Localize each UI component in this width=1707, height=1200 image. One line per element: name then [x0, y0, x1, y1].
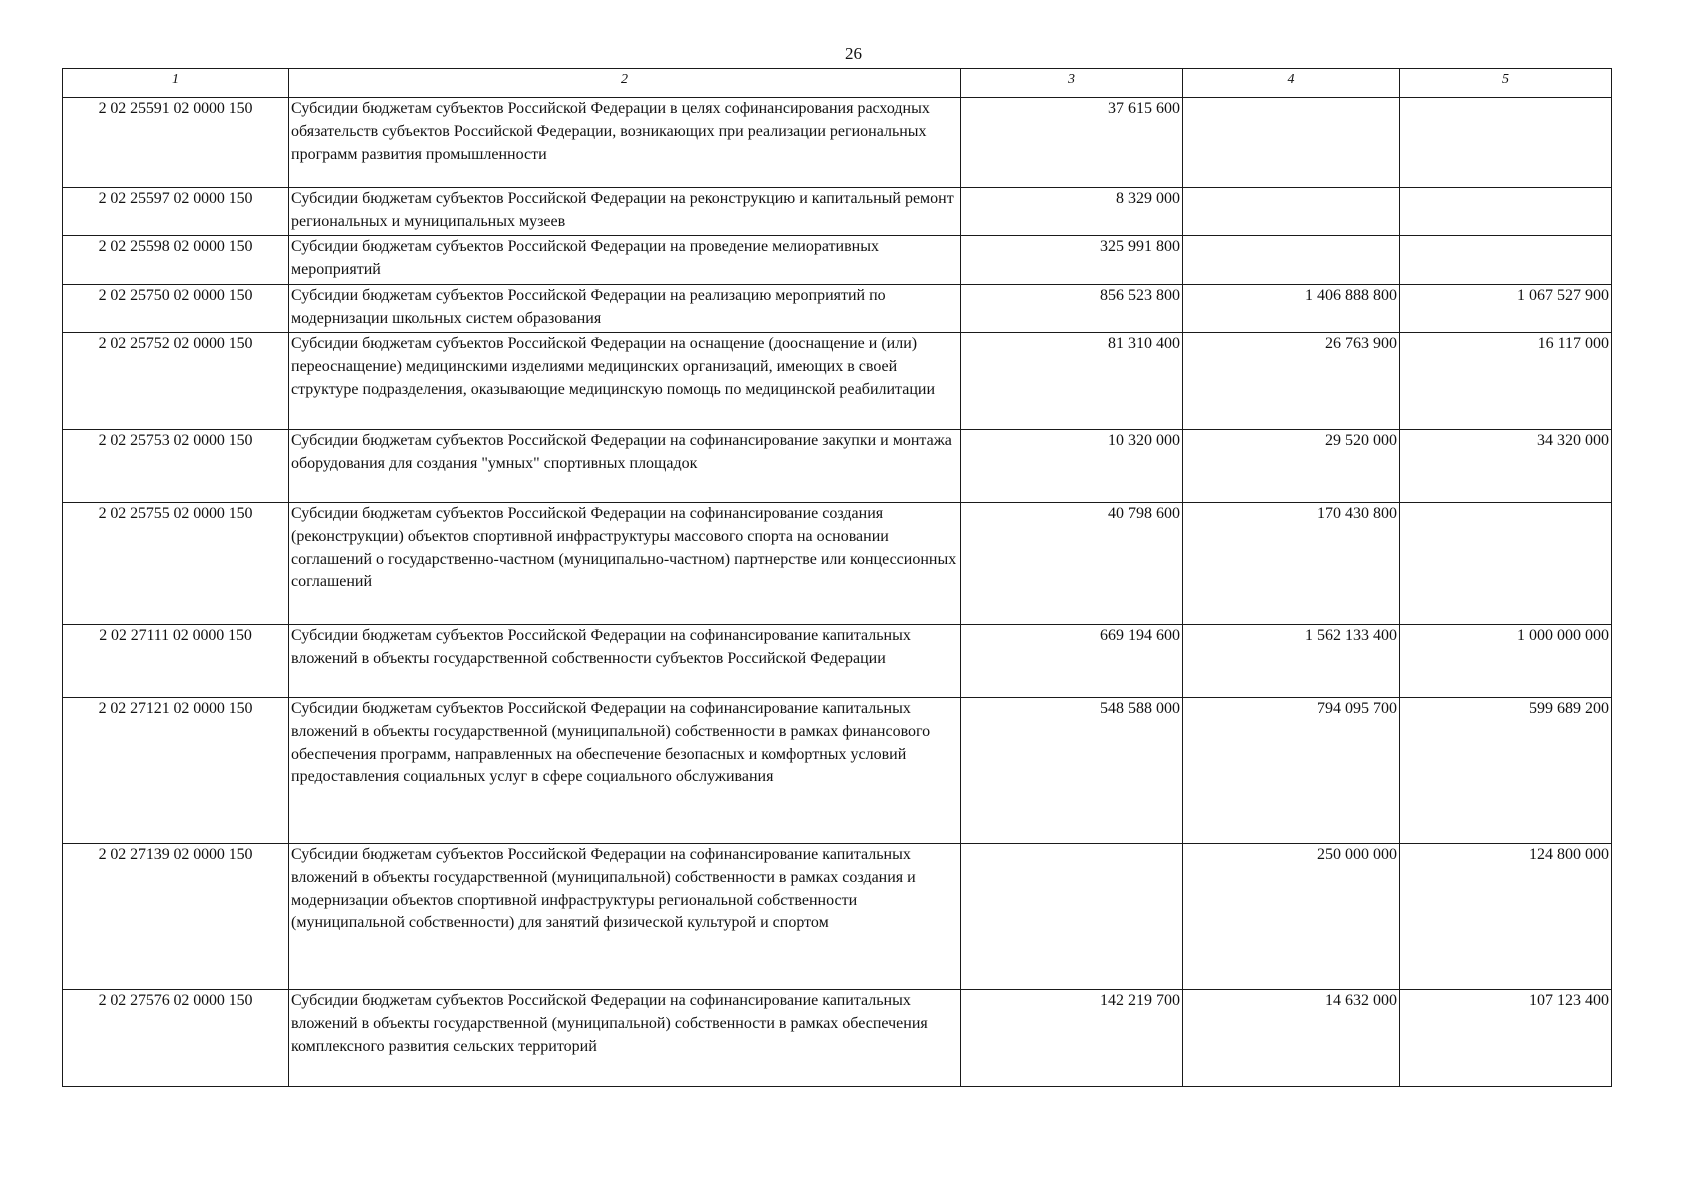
table-row — [63, 236, 1612, 285]
amount-col5-cell: 124 800 000 — [1400, 844, 1612, 990]
income-code-cell: 2 02 25753 02 0000 150 — [63, 430, 289, 503]
amount-col3-cell: 37 615 600 — [961, 98, 1183, 188]
amount-col3-cell: 142 219 700 — [961, 990, 1183, 1087]
amount-col4-cell: 794 095 700 — [1183, 698, 1400, 844]
amount-col3-cell: 856 523 800 — [961, 285, 1183, 333]
income-name-cell: Субсидии бюджетам субъектов Российской Федерации на софинансирование капитальных вложений в объекты государственной (муниципальной) собственности в рамках создания и модернизации объектов спортивной инфраструктуры региональной собственности (муниципальной собственности) для занятий физической культурой и спортом — [289, 844, 961, 990]
amount-col5-cell: 34 320 000 — [1400, 430, 1612, 503]
income-code-cell: 2 02 25591 02 0000 150 — [63, 98, 289, 188]
amount-col5-cell: 599 689 200 — [1400, 698, 1612, 844]
amount-col4-cell — [1183, 188, 1400, 236]
table-row — [63, 98, 1612, 188]
income-code-cell: 2 02 27121 02 0000 150 — [63, 698, 289, 844]
table-body — [63, 98, 1612, 1087]
amount-col3-cell: 40 798 600 — [961, 503, 1183, 625]
income-code-cell: 2 02 25755 02 0000 150 — [63, 503, 289, 625]
table-row — [63, 188, 1612, 236]
table-row — [63, 698, 1612, 844]
income-name-cell: Субсидии бюджетам субъектов Российской Федерации на реализацию мероприятий по модернизации школьных систем образования — [289, 285, 961, 333]
table-row — [63, 333, 1612, 430]
amount-col4-cell — [1183, 98, 1400, 188]
table-header — [63, 69, 1612, 98]
amount-col4-cell: 1 406 888 800 — [1183, 285, 1400, 333]
amount-col4-cell: 250 000 000 — [1183, 844, 1400, 990]
income-name-cell: Субсидии бюджетам субъектов Российской Федерации на проведение мелиоративных мероприятий — [289, 236, 961, 285]
amount-col5-cell — [1400, 236, 1612, 285]
table-row — [63, 503, 1612, 625]
amount-col5-cell — [1400, 98, 1612, 188]
column-header-3: 3 — [961, 69, 1183, 98]
income-code-cell: 2 02 25598 02 0000 150 — [63, 236, 289, 285]
income-name-cell: Субсидии бюджетам субъектов Российской Федерации в целях софинансирования расходных обязательств субъектов Российской Федерации, возникающих при реализации региональных программ развития промышленности — [289, 98, 961, 188]
amount-col5-cell: 107 123 400 — [1400, 990, 1612, 1087]
column-header-1: 1 — [63, 69, 289, 98]
income-code-cell: 2 02 25597 02 0000 150 — [63, 188, 289, 236]
amount-col5-cell: 1 067 527 900 — [1400, 285, 1612, 333]
amount-col4-cell: 1 562 133 400 — [1183, 625, 1400, 698]
table-row — [63, 625, 1612, 698]
table-row — [63, 430, 1612, 503]
table-row — [63, 844, 1612, 990]
amount-col4-cell: 170 430 800 — [1183, 503, 1400, 625]
amount-col3-cell: 81 310 400 — [961, 333, 1183, 430]
amount-col5-cell: 1 000 000 000 — [1400, 625, 1612, 698]
amount-col3-cell: 10 320 000 — [961, 430, 1183, 503]
amount-col4-cell: 14 632 000 — [1183, 990, 1400, 1087]
amount-col3-cell: 669 194 600 — [961, 625, 1183, 698]
income-code-cell: 2 02 27576 02 0000 150 — [63, 990, 289, 1087]
amount-col3-cell: 8 329 000 — [961, 188, 1183, 236]
income-code-cell: 2 02 27139 02 0000 150 — [63, 844, 289, 990]
table-row — [63, 990, 1612, 1087]
income-name-cell: Субсидии бюджетам субъектов Российской Федерации на софинансирование создания (реконструкции) объектов спортивной инфраструктуры массового спорта на основании соглашений о государственно-частном (муниципально-частном) партнерстве или концессионных соглашений — [289, 503, 961, 625]
page-number: 26 — [845, 44, 862, 63]
income-code-cell: 2 02 25750 02 0000 150 — [63, 285, 289, 333]
income-name-cell: Субсидии бюджетам субъектов Российской Федерации на оснащение (дооснащение и (или) переоснащение) медицинскими изделиями медицинских организаций, имеющих в своей структуре подразделения, оказывающие медицинскую помощь по медицинской реабилитации — [289, 333, 961, 430]
amount-col3-cell — [961, 844, 1183, 990]
income-name-cell: Субсидии бюджетам субъектов Российской Федерации на реконструкцию и капитальный ремонт региональных и муниципальных музеев — [289, 188, 961, 236]
amount-col4-cell: 26 763 900 — [1183, 333, 1400, 430]
amount-col5-cell — [1400, 188, 1612, 236]
income-name-cell: Субсидии бюджетам субъектов Российской Федерации на софинансирование капитальных вложений в объекты государственной (муниципальной) собственности в рамках обеспечения комплексного развития сельских территорий — [289, 990, 961, 1087]
amount-col3-cell: 548 588 000 — [961, 698, 1183, 844]
amount-col5-cell — [1400, 503, 1612, 625]
income-name-cell: Субсидии бюджетам субъектов Российской Федерации на софинансирование капитальных вложений в объекты государственной (муниципальной) собственности в рамках финансового обеспечения программ, направленных на обеспечение безопасных и комфортных условий предоставления социальных услуг в сфере социального обслуживания — [289, 698, 961, 844]
income-name-cell: Субсидии бюджетам субъектов Российской Федерации на софинансирование капитальных вложений в объекты государственной собственности субъектов Российской Федерации — [289, 625, 961, 698]
budget-revenue-table — [62, 68, 1612, 1087]
income-name-cell: Субсидии бюджетам субъектов Российской Федерации на софинансирование закупки и монтажа оборудования для создания "умных" спортивных площадок — [289, 430, 961, 503]
income-code-cell: 2 02 25752 02 0000 150 — [63, 333, 289, 430]
column-header-2: 2 — [289, 69, 961, 98]
amount-col3-cell: 325 991 800 — [961, 236, 1183, 285]
column-header-4: 4 — [1183, 69, 1400, 98]
income-code-cell: 2 02 27111 02 0000 150 — [63, 625, 289, 698]
amount-col5-cell: 16 117 000 — [1400, 333, 1612, 430]
column-header-5: 5 — [1400, 69, 1612, 98]
amount-col4-cell: 29 520 000 — [1183, 430, 1400, 503]
table-row — [63, 285, 1612, 333]
header-row — [63, 69, 1612, 98]
amount-col4-cell — [1183, 236, 1400, 285]
